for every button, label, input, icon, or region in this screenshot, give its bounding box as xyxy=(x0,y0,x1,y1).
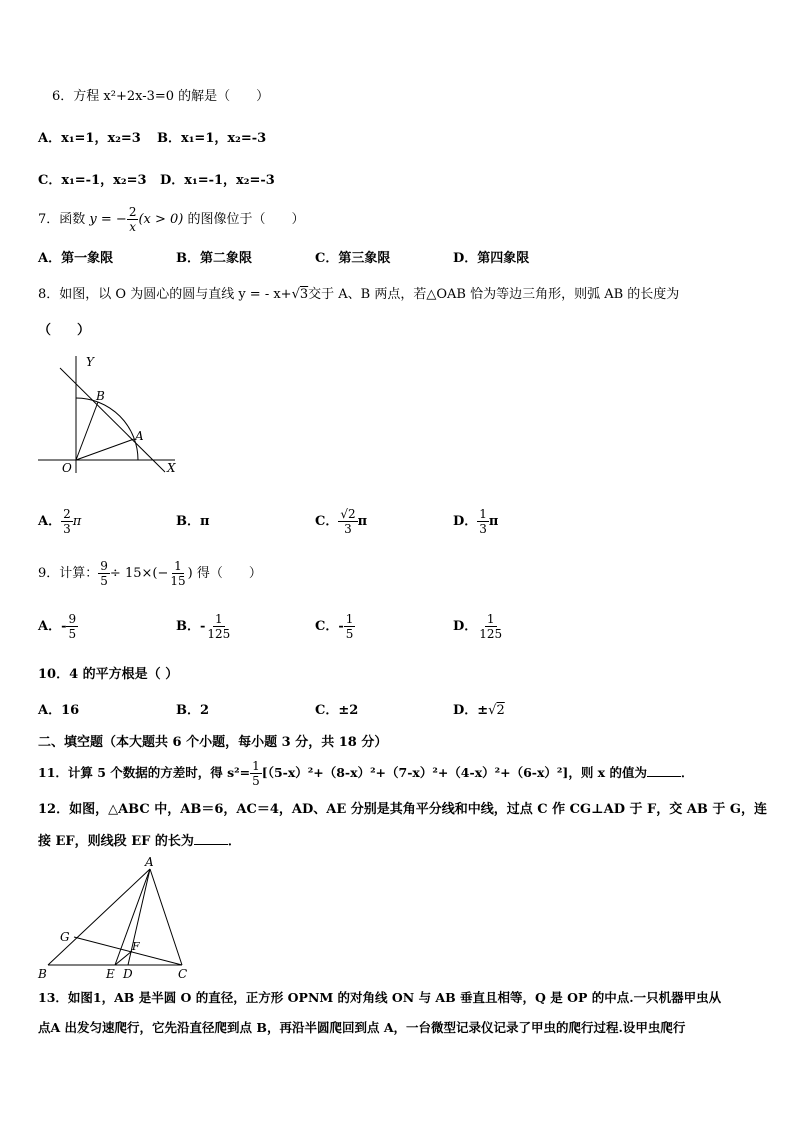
q10-option-b[interactable]: B．2 xyxy=(176,703,210,718)
segment-ac xyxy=(150,869,182,965)
label-f: F xyxy=(132,940,140,953)
q10-option-d[interactable]: D．±√2 xyxy=(453,703,505,718)
label-a: A xyxy=(145,855,154,869)
q8-stem xyxy=(38,286,679,304)
q11-stem: 11．计算 5 个数据的方差时，得 s²= $\frac{1}{5}$ [（5-x）²+（8-x）²+（7-x）²+（4-x）²+（6-x）²]，则 x 的值为 ． xyxy=(38,759,694,788)
label-b: B xyxy=(96,389,105,403)
q7-function-prefix: y = − xyxy=(89,212,127,227)
q10-stem: 10．4 的平方根是（ ） xyxy=(38,667,179,682)
q9-stem xyxy=(38,557,262,591)
label-e: E xyxy=(106,967,115,981)
q13-line-1: 13．如图1，AB 是半圆 O 的直径，正方形 OPNM 的对角线 ON 与 AB 垂直且相等，Q 是 OP 的中点.一只机器甲虫从 xyxy=(38,990,722,1005)
q6-option-d[interactable]: D．x₁=-1，x₂=-3 xyxy=(160,173,275,188)
q6-stem: 6．方程 x²+2x-3=0 的解是（ ） xyxy=(52,89,270,104)
q6-option-b[interactable]: B．x₁=1，x₂=-3 xyxy=(157,131,267,146)
q7-function-domain: (x > 0) xyxy=(138,212,184,227)
label-x: X xyxy=(167,461,176,475)
q7-number: 7．函数 xyxy=(38,212,86,227)
segment-ob xyxy=(76,402,98,460)
q8-option-d[interactable]: D． $\frac{1}{3}$ π xyxy=(453,507,499,536)
q8-option-b[interactable]: B．π xyxy=(176,514,210,529)
q13-line-2: 点A 出发匀速爬行，它先沿直径爬到点 B，再沿半圆爬回到点 A，一台微型记录仪记录了甲虫的爬行过程.设甲虫爬行 xyxy=(38,1020,686,1035)
q7-stem xyxy=(38,204,305,236)
q7-option-b[interactable]: B．第二象限 xyxy=(176,251,252,266)
q12-line-1: 12．如图，△ABC 中，AB＝6，AC＝4，AD、AE 分别是其角平分线和中线，过点 C 作 CG⊥AD 于 F，交 AB 于 G，连 xyxy=(38,802,768,817)
q7-option-d[interactable]: D．第四象限 xyxy=(453,251,530,266)
q6-option-a[interactable]: A．x₁=1，x₂=3 xyxy=(38,131,141,146)
q7-option-a[interactable]: A．第一象限 xyxy=(38,251,114,266)
q6-option-c[interactable]: C．x₁=-1，x₂=3 xyxy=(38,173,147,188)
q9-option-b[interactable]: B．- $\frac{1}{125}$ xyxy=(176,612,231,641)
label-o: O xyxy=(62,461,72,475)
label-a: A xyxy=(135,429,144,443)
q12-line-2: 接 EF，则线段 EF 的长为 ． xyxy=(38,834,241,849)
q9-option-d[interactable]: D． $\frac{1}{125}$ xyxy=(453,612,503,641)
q9-tail: ) 得（ ） xyxy=(187,566,262,581)
label-c: C xyxy=(178,967,188,981)
q8-option-c[interactable]: C． $\frac{√2}{3}$ π xyxy=(315,507,368,536)
q10-option-c[interactable]: C．±2 xyxy=(315,703,359,718)
label-b: B xyxy=(38,967,47,981)
label-g: G xyxy=(60,930,70,944)
label-y: Y xyxy=(86,355,94,369)
q9-fraction-2: $\frac{1}{15}$ xyxy=(170,559,186,588)
q10-option-a[interactable]: A．16 xyxy=(38,703,80,718)
segment-oa xyxy=(76,439,134,460)
q8-stem-part2: 交于 A、B 两点，若△OAB 恰为等边三角形，则弧 AB 的长度为 xyxy=(308,287,680,302)
q7-function-fraction: $\frac{2}{x}$ xyxy=(128,205,137,234)
q7-option-c[interactable]: C．第三象限 xyxy=(315,251,391,266)
q12-figure xyxy=(34,855,194,985)
q8-option-a[interactable]: A． $\frac{2}{3}$ π xyxy=(38,507,82,536)
circle-arc xyxy=(76,398,138,460)
q9-fraction-1: $\frac{9}{5}$ xyxy=(100,559,108,588)
label-d: D xyxy=(123,967,133,981)
q12-answer-blank[interactable] xyxy=(194,832,228,845)
q9-mid: ÷ 15×(− xyxy=(109,566,169,581)
q9-option-a[interactable]: A．- $\frac{9}{5}$ xyxy=(38,612,77,641)
q9-label: 9．计算： xyxy=(38,566,99,581)
q8-figure xyxy=(30,348,190,478)
q8-stem-part1: 8．如图，以 O 为圆心的圆与直线 y = - x+ xyxy=(38,287,292,302)
q7-tail: 的图像位于（ ） xyxy=(187,212,305,227)
q9-option-c[interactable]: C．- $\frac{1}{5}$ xyxy=(315,612,354,641)
sqrt3-radical: √3 xyxy=(291,287,309,302)
section-2-heading: 二、填空题（本大题共 6 个小题，每小题 3 分，共 18 分） xyxy=(38,735,388,750)
segment-cg xyxy=(74,937,182,965)
q8-bracket: （ ） xyxy=(38,323,91,338)
q11-answer-blank[interactable] xyxy=(647,764,681,777)
